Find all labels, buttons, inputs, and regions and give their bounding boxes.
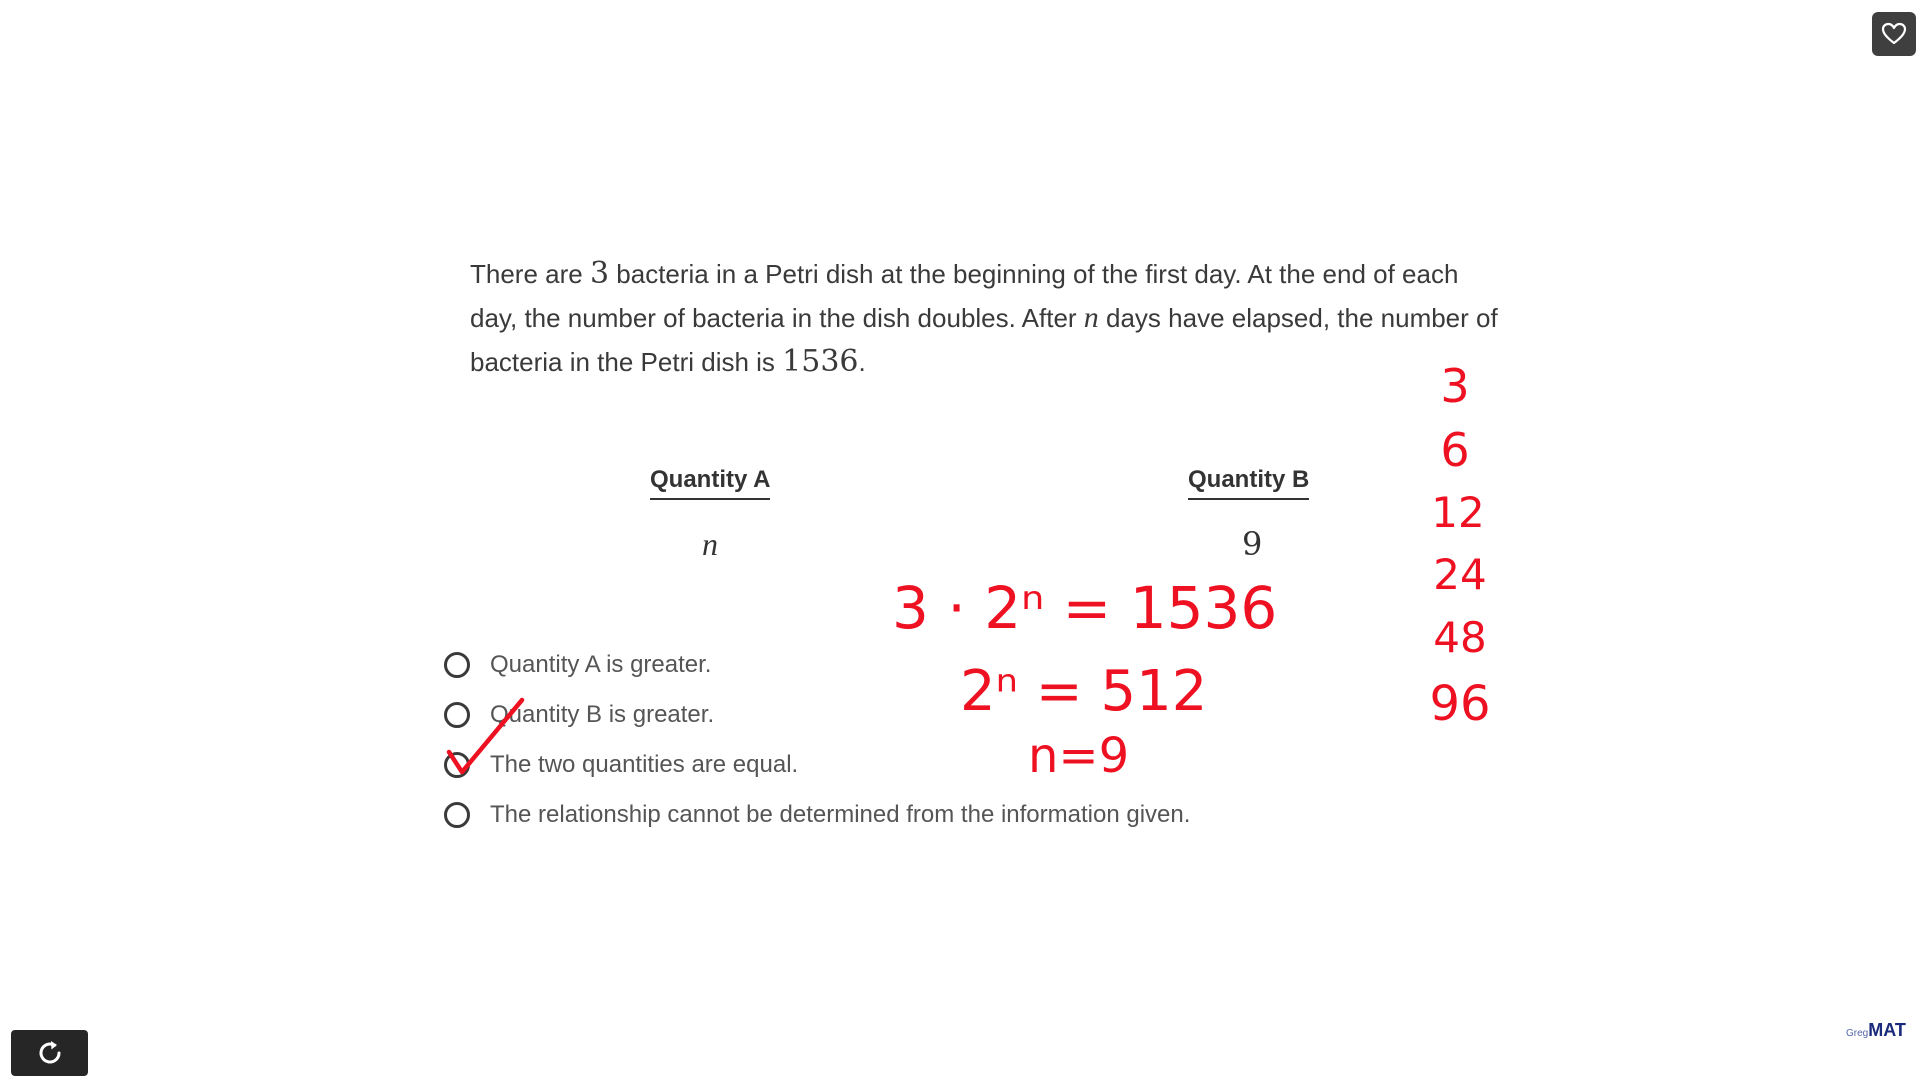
question-text-1: There are: [470, 259, 590, 289]
sequence-value: 3: [1440, 359, 1470, 413]
heart-icon: [1881, 22, 1907, 46]
final-count: 1536: [782, 344, 859, 379]
sequence-value: 24: [1433, 550, 1487, 599]
favorite-button[interactable]: [1872, 12, 1916, 56]
quantity-b-value: 9: [1242, 525, 1263, 563]
choice-label: The two quantities are equal.: [490, 751, 799, 778]
quantity-b-heading: Quantity B: [1188, 466, 1309, 500]
variable-n: n: [1083, 301, 1099, 334]
brand-name: MAT: [1868, 1020, 1906, 1040]
choice-label: Quantity B is greater.: [490, 701, 715, 728]
choice-label: Quantity A is greater.: [490, 651, 712, 678]
question-stem: [470, 252, 1510, 384]
choice-a[interactable]: [444, 640, 1344, 690]
sequence-value: 6: [1440, 423, 1470, 477]
sequence-value: 12: [1431, 488, 1485, 537]
sequence-value: 96: [1429, 676, 1491, 732]
brand-logo: [1846, 1020, 1906, 1041]
brand-prefix: Greg: [1846, 1028, 1869, 1039]
reload-button[interactable]: [11, 1030, 88, 1076]
answer-choices: [444, 640, 1344, 840]
handwritten-result: n=9: [1028, 728, 1130, 784]
question-text-4: .: [858, 347, 866, 377]
choice-d[interactable]: [444, 790, 1344, 840]
choice-label: The relationship cannot be determined from the information given.: [490, 801, 1191, 828]
handwritten-equation-1: 3 · 2ⁿ = 1536: [892, 574, 1278, 642]
quantity-a-heading: Quantity A: [650, 466, 770, 500]
quantity-a-value: n: [702, 526, 718, 562]
initial-count: 3: [589, 256, 610, 291]
reload-icon: [35, 1038, 65, 1068]
radio-button[interactable]: [444, 702, 470, 728]
handwritten-sequence: [1429, 359, 1490, 732]
radio-button[interactable]: [444, 752, 470, 778]
question-text-2: bacteria in a Petri dish at the beginning of the first day. At the end of each day, the number of bacteria in the dish doubles. After: [470, 259, 1459, 333]
radio-button[interactable]: [444, 652, 470, 678]
radio-button[interactable]: [444, 802, 470, 828]
choice-b[interactable]: [444, 690, 1344, 740]
sequence-value: 48: [1433, 613, 1487, 662]
question-text-3: days have elapsed, the number of bacteria in the Petri dish is: [470, 303, 1498, 377]
handwritten-equation-2: 2ⁿ = 512: [960, 659, 1208, 724]
choice-c[interactable]: [444, 740, 1344, 790]
